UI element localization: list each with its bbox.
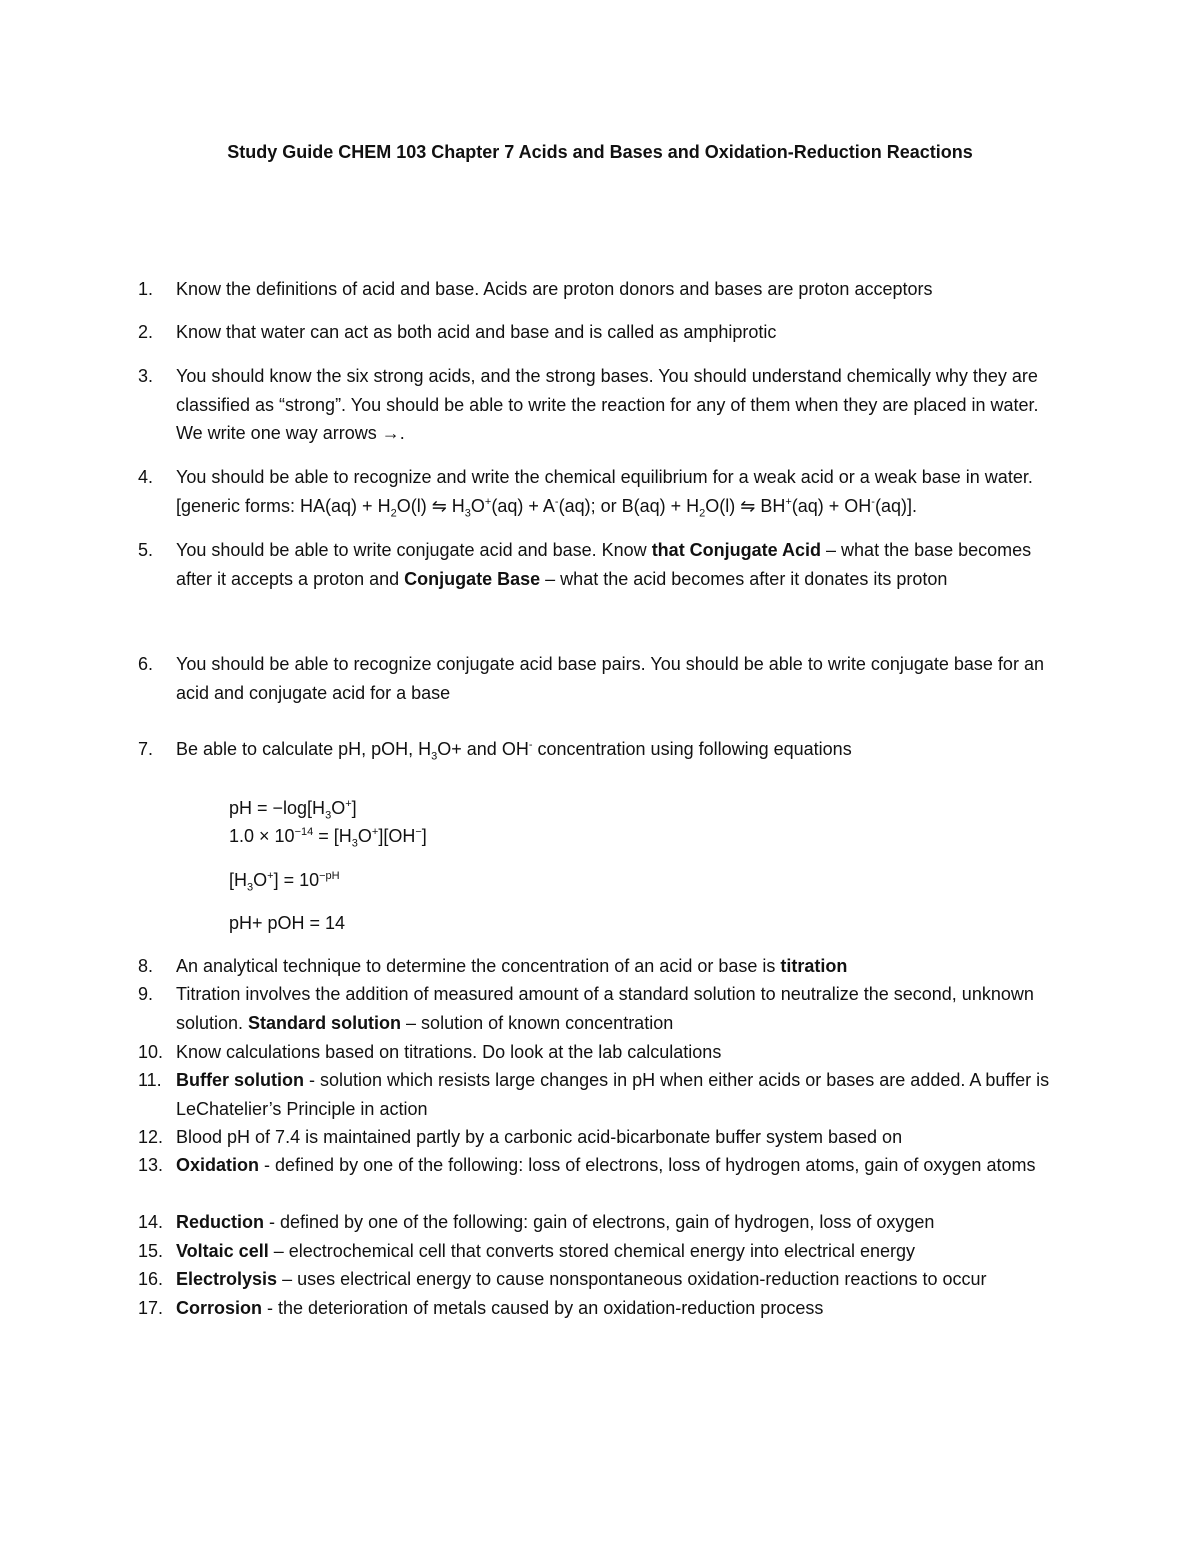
item-text: Know that water can act as both acid and base and is called as amphiprotic xyxy=(176,322,777,342)
item-number: 17. xyxy=(138,1298,164,1318)
item-number: 7. xyxy=(138,739,154,759)
item-number: 8. xyxy=(138,956,154,976)
item-number: 5. xyxy=(138,540,154,560)
item-number: 16. xyxy=(138,1269,164,1289)
item-number: 13. xyxy=(138,1155,164,1175)
equation-h3o: $[H_3O^+] = 10^{-pH}$ xyxy=(229,870,340,894)
item-text: You should be able to recognize and write the chemical equilibrium for a weak acid or a weak base in water. [generic forms: $HA(aq) + H_2O(l)$ ⇋ $H_3O^+(aq) + A^-(aq)$; or $B(aq) + H_2O(l)$ ⇋ BH+(aq) + OH-(aq)]. xyxy=(176,467,1033,520)
equation-ph: pH = $-\log[H_3O^+]$ xyxy=(229,798,357,822)
item-number: 11. xyxy=(138,1070,162,1090)
item-text: You should know the six strong acids, and the strong bases. You should understand chemically why they are classified as “strong”. You should be able to write the reaction for any of them when they are placed in water. We write one way arrows →. xyxy=(176,366,1039,443)
item-number: 9. xyxy=(138,984,154,1004)
item-text: Oxidation - defined by one of the following: loss of electrons, loss of hydrogen atoms, gain of oxygen atoms xyxy=(176,1155,1036,1175)
item-number: 1. xyxy=(138,279,154,299)
item-text: Titration involves the addition of measured amount of a standard solution to neutralize the second, unknown solution. Standard solution – solution of known concentration xyxy=(176,984,1034,1033)
item-text: An analytical technique to determine the concentration of an acid or base is titration xyxy=(176,956,848,976)
item-number: 6. xyxy=(138,654,154,674)
item-number: 10. xyxy=(138,1042,164,1062)
item-text: You should be able to recognize conjugate acid base pairs. You should be able to write conjugate base for an acid and conjugate acid for a base xyxy=(176,654,1044,703)
item-text: Reduction - defined by one of the following: gain of electrons, gain of hydrogen, loss of oxygen xyxy=(176,1212,935,1232)
item-number: 14. xyxy=(138,1212,164,1232)
item-number: 2. xyxy=(138,322,154,342)
item-text: Know the definitions of acid and base. Acids are proton donors and bases are proton acceptors xyxy=(176,279,933,299)
item-text: Corrosion - the deterioration of metals caused by an oxidation-reduction process xyxy=(176,1298,824,1318)
equation-ph-poh: pH+ pOH = 14 xyxy=(229,913,346,933)
item-number: 4. xyxy=(138,467,154,487)
item-text: You should be able to write conjugate acid and base. Know that Conjugate Acid – what the base becomes after it accepts a proton and Conjugate Base – what the acid becomes after it donates its proton xyxy=(176,540,1032,589)
item-number: 3. xyxy=(138,366,154,386)
item-text: Electrolysis – uses electrical energy to cause nonspontaneous oxidation-reduction reactions to occur xyxy=(176,1269,987,1289)
item-number: 12. xyxy=(138,1127,164,1147)
page-title: Study Guide CHEM 103 Chapter 7 Acids and Bases and Oxidation-Reduction Reactions xyxy=(227,142,973,162)
item-number: 15. xyxy=(138,1241,164,1261)
item-text: Blood pH of 7.4 is maintained partly by a carbonic acid-bicarbonate buffer system based on xyxy=(176,1127,903,1147)
item-text: Voltaic cell – electrochemical cell that converts stored chemical energy into electrical energy xyxy=(176,1241,916,1261)
item-text: Know calculations based on titrations. Do look at the lab calculations xyxy=(176,1042,722,1062)
item-text: Buffer solution - solution which resists large changes in pH when either acids or bases are added. A buffer is LeChatelier’s Principle in action xyxy=(176,1070,1050,1119)
item-text: Be able to calculate pH, pOH, $H_3O+$ and OH- concentration using following equations xyxy=(176,739,852,763)
equation-kw: $1.0 \times 10^{-14} = [H_3O^+][OH^-]$ xyxy=(229,826,427,850)
